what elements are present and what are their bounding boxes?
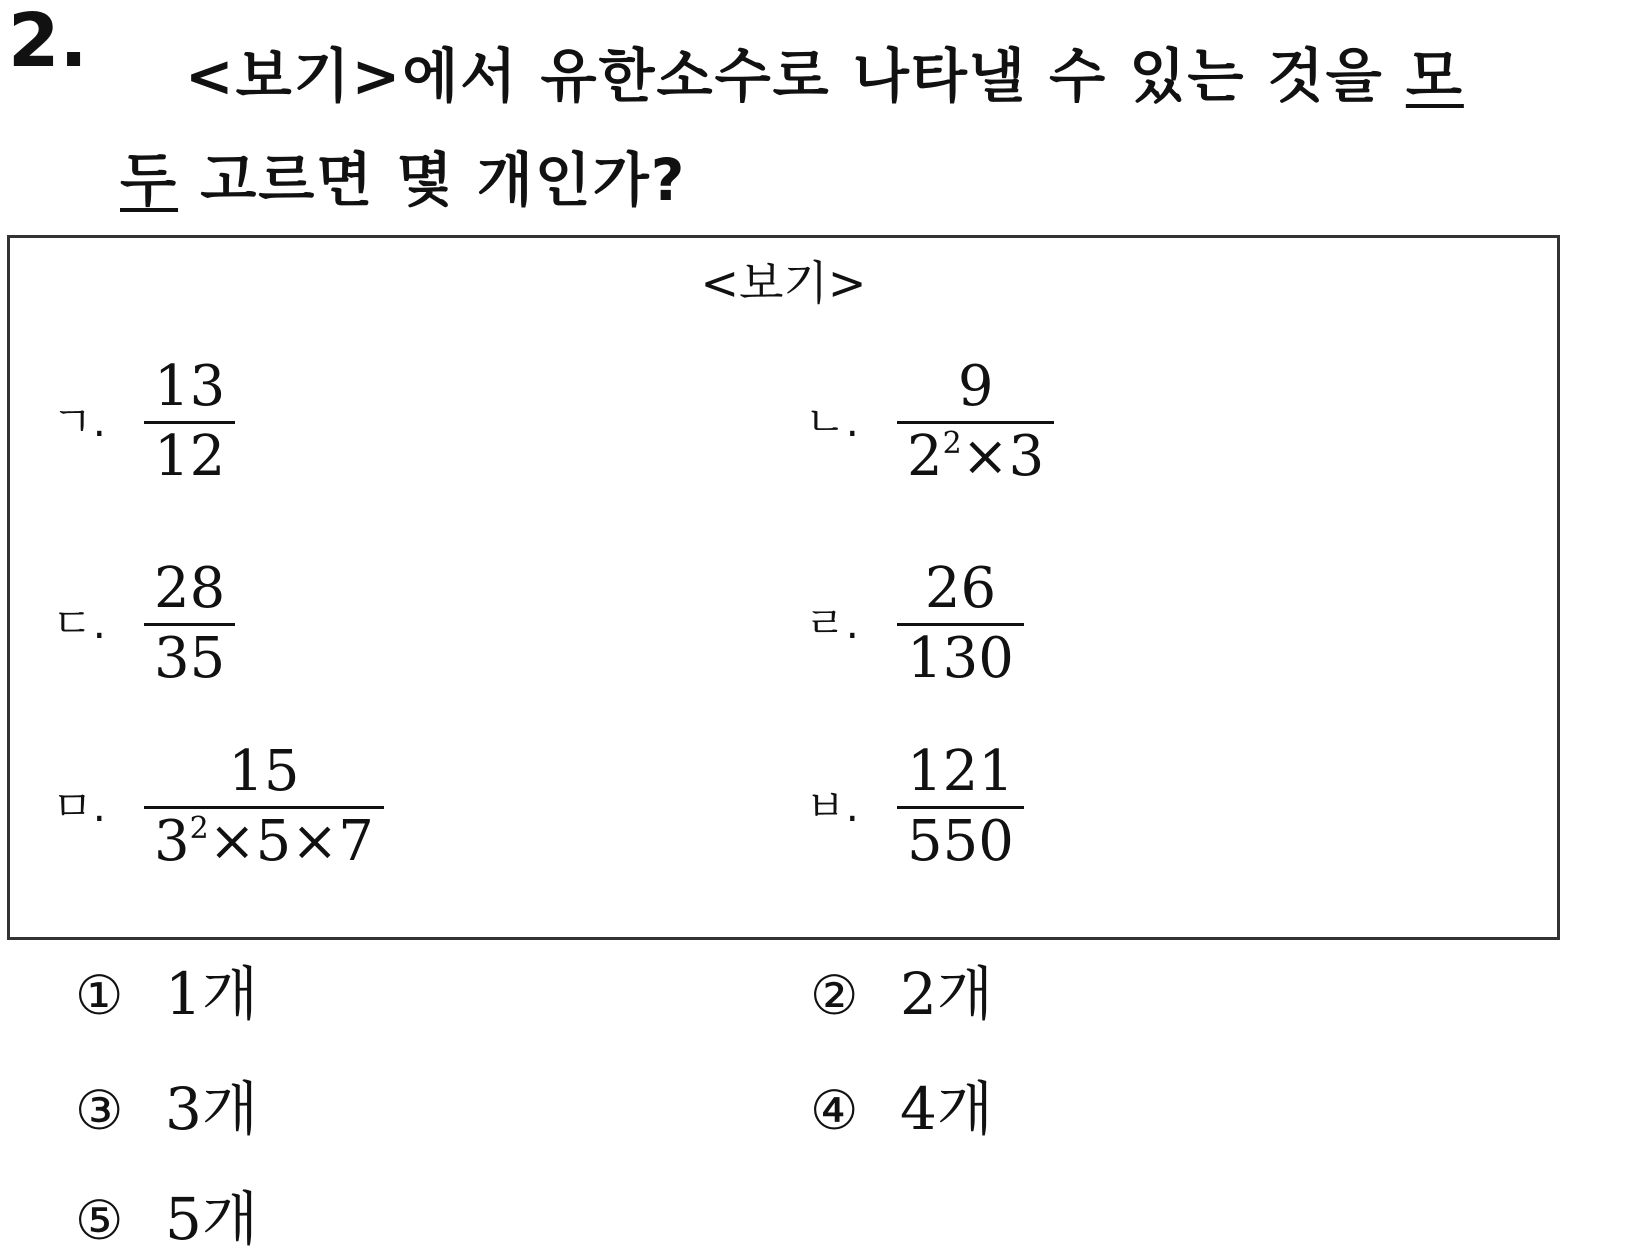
choice-1[interactable] xyxy=(75,960,258,1028)
numerator: 28 xyxy=(154,556,226,621)
question-line-2 xyxy=(120,128,1464,232)
fraction xyxy=(897,556,1024,691)
choice-mark: ① xyxy=(75,964,124,1027)
item-label: ㄱ. xyxy=(52,397,106,447)
choice-4[interactable] xyxy=(810,1075,993,1143)
numerator: 121 xyxy=(907,739,1014,804)
denominator: 12 xyxy=(144,421,235,487)
fraction xyxy=(144,354,235,489)
item-label: ㅁ. xyxy=(52,782,106,832)
example-item-a xyxy=(52,354,235,489)
example-item-d xyxy=(805,556,1024,691)
example-item-b xyxy=(805,354,1054,489)
numerator: 26 xyxy=(924,556,997,621)
example-item-c xyxy=(52,556,235,691)
denominator: 35 xyxy=(144,623,235,689)
example-item-f xyxy=(805,739,1024,874)
denominator xyxy=(897,421,1054,487)
denominator-rest: ×3 xyxy=(961,423,1045,489)
fraction xyxy=(144,739,384,874)
item-label: ㄴ. xyxy=(805,397,859,447)
question-line-2-rest: 고르면 몇 개인가? xyxy=(178,146,687,215)
choice-mark: ③ xyxy=(75,1079,124,1142)
choice-5[interactable] xyxy=(75,1185,258,1253)
numerator: 9 xyxy=(957,354,994,419)
choice-text: 5개 xyxy=(165,1185,258,1253)
choice-text: 1개 xyxy=(165,960,258,1028)
denominator: 130 xyxy=(897,623,1024,689)
choice-text: 4개 xyxy=(900,1075,993,1143)
denominator xyxy=(144,806,384,872)
question-text xyxy=(120,24,1464,233)
choice-mark: ② xyxy=(810,964,859,1027)
example-box xyxy=(7,235,1560,940)
denominator-exponent: 2 xyxy=(942,425,962,461)
choice-text: 2개 xyxy=(900,960,993,1028)
item-label: ㅂ. xyxy=(805,782,859,832)
example-box-title: <보기> xyxy=(700,256,867,310)
fraction xyxy=(144,556,235,691)
choice-2[interactable] xyxy=(810,960,993,1028)
denominator: 550 xyxy=(897,806,1024,872)
numerator: 13 xyxy=(154,354,226,419)
item-label: ㄹ. xyxy=(805,599,859,649)
fraction xyxy=(897,739,1024,874)
question-line-1: <보기>에서 유한소수로 나타낼 수 있는 것을 xyxy=(185,42,1406,110)
numerator: 15 xyxy=(228,739,300,804)
example-item-e xyxy=(52,739,384,874)
question-number: 2. xyxy=(8,0,88,84)
fraction xyxy=(897,354,1054,489)
denominator-rest: ×5×7 xyxy=(208,808,374,874)
choice-mark: ⑤ xyxy=(75,1189,124,1252)
underlined-text-a: 모 xyxy=(1405,42,1464,110)
item-label: ㄷ. xyxy=(52,599,106,649)
denominator-base: 3 xyxy=(154,808,190,874)
choice-mark: ④ xyxy=(810,1079,859,1142)
denominator-exponent: 2 xyxy=(189,810,209,846)
choice-text: 3개 xyxy=(165,1075,258,1143)
choice-3[interactable] xyxy=(75,1075,258,1143)
denominator-base: 2 xyxy=(907,423,943,489)
underlined-text-b: 두 xyxy=(120,146,179,215)
